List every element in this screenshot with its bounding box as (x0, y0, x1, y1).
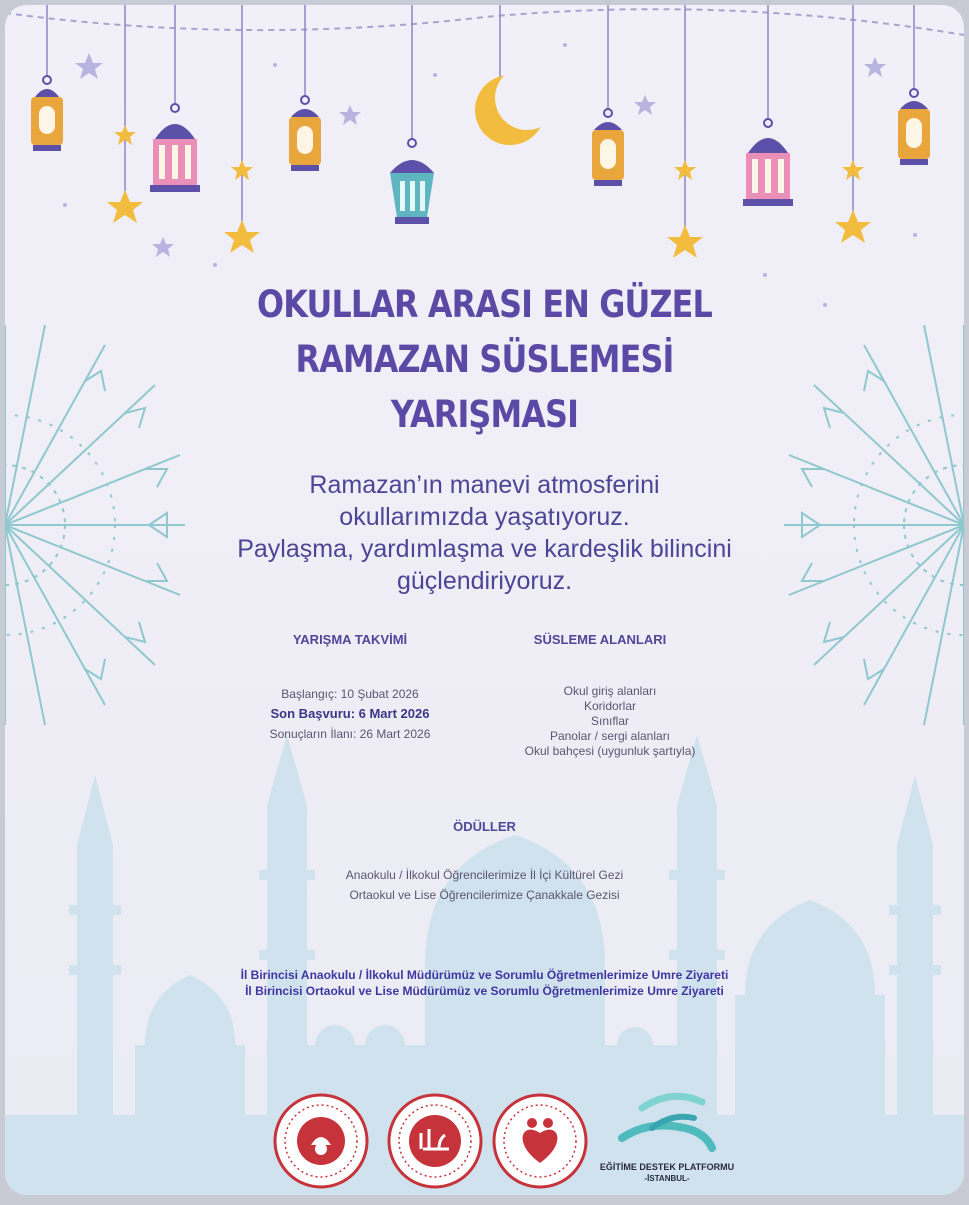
special-award-item: İl Birincisi Anaokulu / İlkokul Müdürümüz ve Sorumlu Öğretmenlerimize Umre Ziyareti (240, 968, 729, 982)
title-line-2: RAMAZAN SÜSLEMESİ (295, 338, 674, 381)
intro-text (5, 469, 964, 597)
platform-logo (582, 1078, 752, 1190)
lantern-6-icon (743, 5, 793, 206)
schedule-results: Sonuçların İlanı: 26 Mart 2026 (269, 727, 431, 741)
title-line-1: OKULLAR ARASI EN GÜZEL (257, 283, 712, 326)
youth-sports-seal-icon (492, 1093, 588, 1189)
awards-heading: ÖDÜLLER (453, 819, 516, 834)
schedule-heading: YARIŞMA TAKVİMİ (292, 632, 408, 647)
lantern-7-icon (898, 5, 930, 165)
schedule-list (215, 684, 485, 744)
meb-seal-icon (273, 1093, 369, 1189)
special-award-item: İl Birincisi Ortaokul ve Lise Müdürümüz ve Sorumlu Öğretmenlerimize Umre Ziyareti (245, 984, 724, 998)
diyanet-seal-icon (387, 1093, 483, 1189)
special-awards (5, 967, 964, 999)
platform-hands-icon (582, 1078, 752, 1160)
intro-line-2: okullarımızda yaşatıyoruz. (339, 503, 630, 531)
list-item: Koridorlar (583, 699, 637, 713)
poster-title (72, 277, 897, 442)
list-item: Okul bahçesi (uygunluk şartıyla) (524, 744, 696, 758)
list-item: Sınıflar (590, 714, 629, 728)
award-item: Ortaokul ve Lise Öğrencilerimize Çanakkale Gezisi (349, 888, 620, 902)
award-item: Anaokulu / İlkokul Öğrencilerimize İl İçi Kültürel Gezi (345, 868, 624, 882)
title-line-3: YARIŞMASI (390, 393, 579, 436)
garland-string (5, 9, 964, 35)
intro-line-3: Paylaşma, yardımlaşma ve kardeşlik bilincini (237, 535, 732, 563)
awards-list (5, 865, 964, 905)
list-item: Panolar / sergi alanları (549, 729, 671, 743)
intro-line-1: Ramazan’ın manevi atmosferini (309, 471, 660, 499)
schedule-deadline: Son Başvuru: 6 Mart 2026 (270, 706, 430, 721)
lantern-5-icon (592, 5, 624, 186)
areas-list (475, 684, 745, 759)
lantern-2-icon (150, 5, 200, 192)
areas-heading: SÜSLEME ALANLARI (533, 632, 667, 647)
lantern-4-icon (390, 5, 434, 224)
decorative-background (5, 5, 964, 1195)
poster (5, 5, 964, 1195)
platform-city: -İSTANBUL- (644, 1174, 690, 1183)
crescent-moon-icon (475, 5, 559, 145)
intro-line-4: güçlendiriyoruz. (396, 567, 573, 595)
platform-name: EĞİTİME DESTEK PLATFORMU (599, 1162, 735, 1172)
mosque-silhouette-icon (5, 735, 964, 1195)
schedule-start: Başlangıç: 10 Şubat 2026 (281, 687, 419, 701)
list-item: Okul giriş alanları (563, 684, 657, 698)
lantern-1-icon (31, 5, 63, 151)
